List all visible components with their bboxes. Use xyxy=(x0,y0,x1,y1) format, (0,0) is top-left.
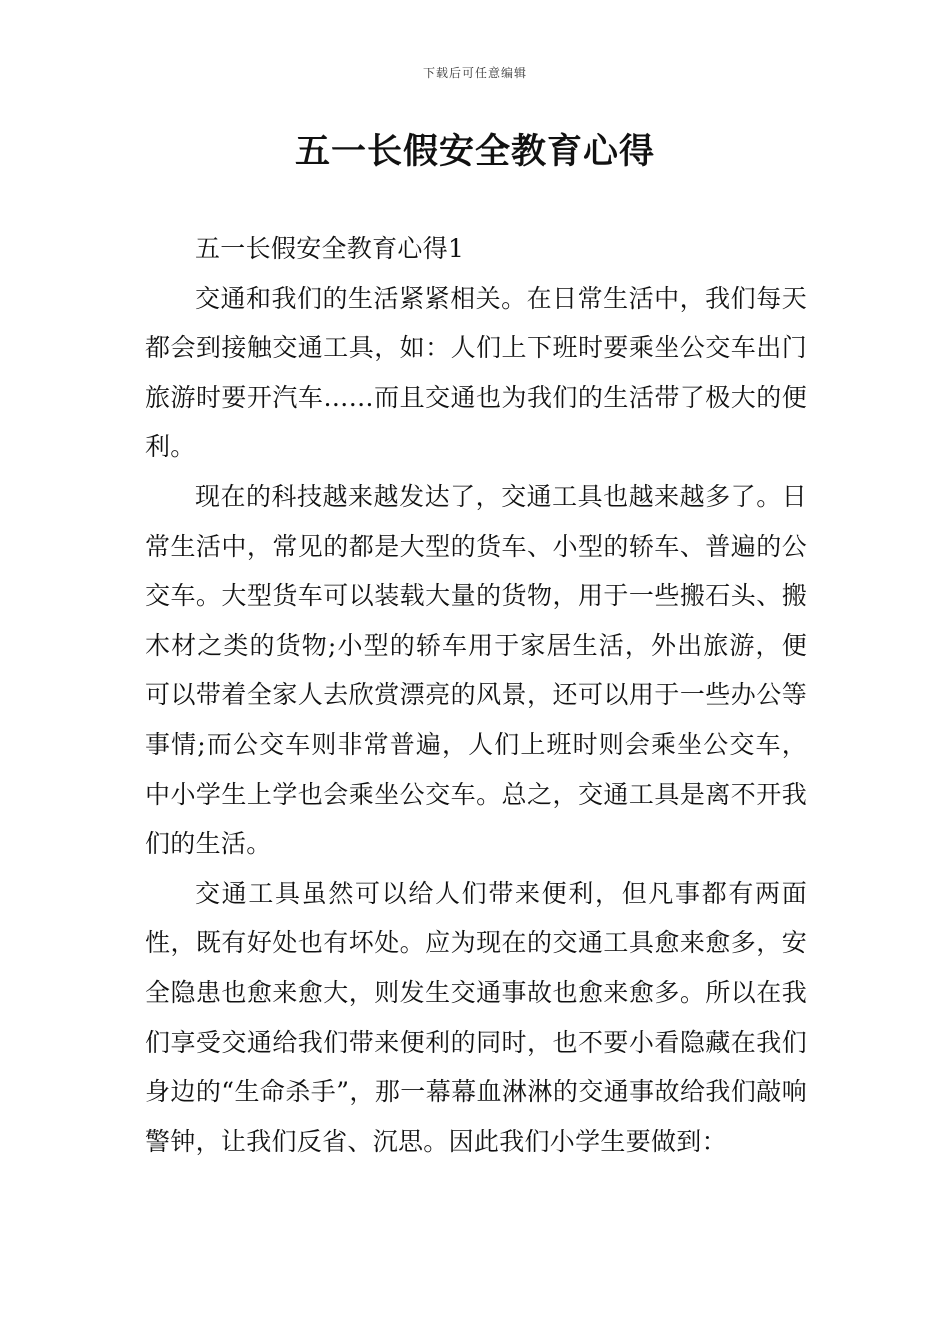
document-body xyxy=(145,224,807,1166)
paragraph: 交通和我们的生活紧紧相关。在日常生活中，我们每天都会到接触交通工具，如：人们上下班时要乘坐公交车出门旅游时要开汽车……而且交通也为我们的生活带了极大的便利。 xyxy=(145,283,807,462)
section-heading: 五一长假安全教育心得1 xyxy=(195,234,465,263)
header-note: 下载后可任意编辑 xyxy=(422,66,527,80)
paragraph: 现在的科技越来越发达了，交通工具也越来越多了。日常生活中，常见的都是大型的货车、小型的轿车、普遍的公交车。大型货车可以装载大量的货物，用于一些搬石头、搬木材之类的货物;小型的轿车用于家居生活，外出旅游，便可以带着全家人去欣赏漂亮的风景，还可以用于一些办公等事情;而公交车则非常普遍，人们上班时则会乘坐公交车，中小学生上学也会乘坐公交车。总之，交通工具是离不开我们的生活。 xyxy=(145,481,807,859)
document-title: 五一长假安全教育心得 xyxy=(294,131,655,172)
paragraph: 交通工具虽然可以给人们带来便利，但凡事都有两面性，既有好处也有坏处。应为现在的交通工具愈来愈多，安全隐患也愈来愈大，则发生交通事故也愈来愈多。所以在我们享受交通给我们带来便利的同时，也不要小看隐藏在我们身边的“生命杀手”，那一幕幕血淋淋的交通事故给我们敲响警钟，让我们反省、沉思。因此我们小学生要做到： xyxy=(145,878,807,1156)
